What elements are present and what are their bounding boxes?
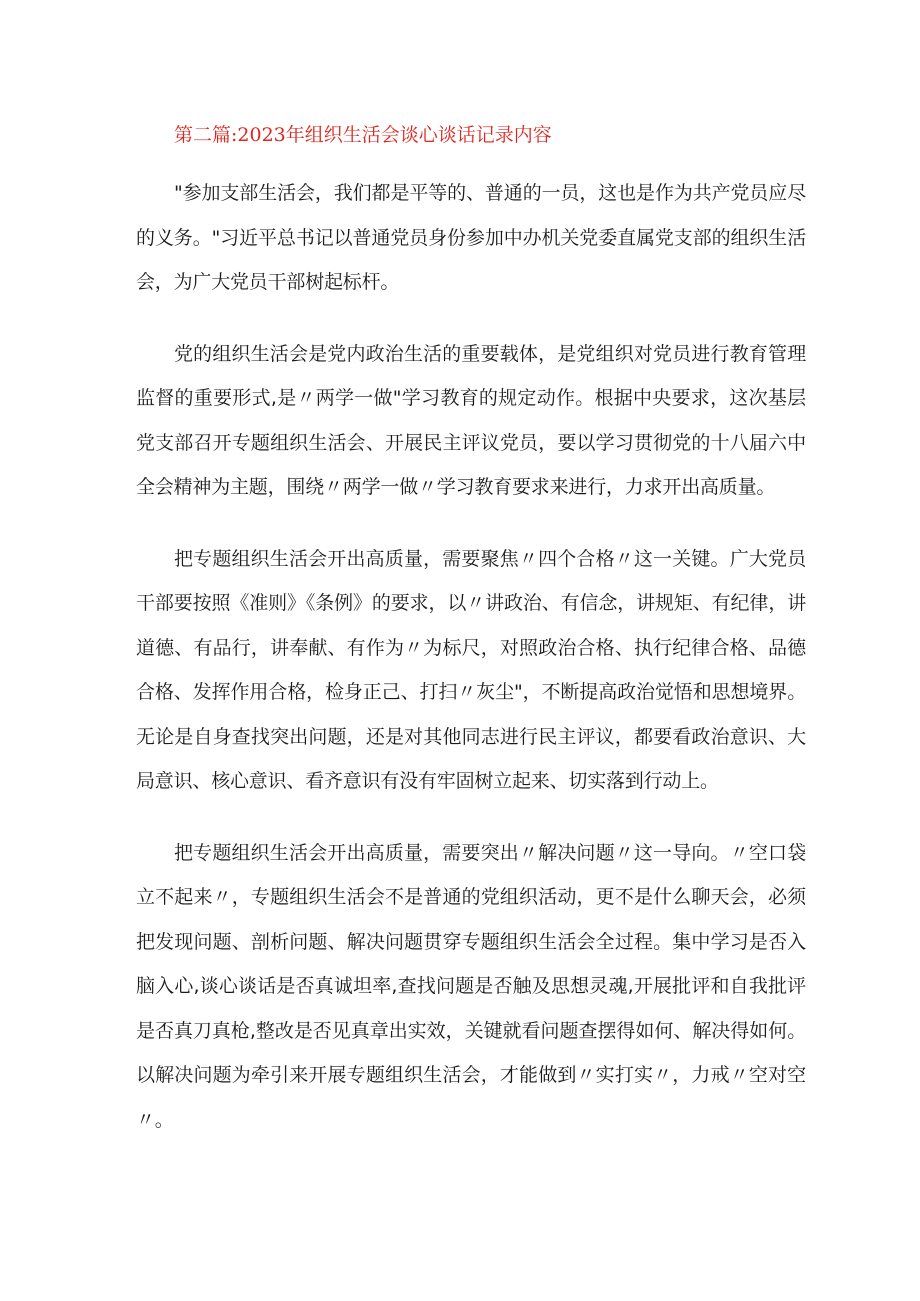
document-title: 第二篇:2023年组织生活会谈心谈话记录内容 [174,124,552,146]
paragraph-3: 把专题组织生活会开出高质量，需要聚焦〃四个合格〃这一关键。广大党员干部要按照《准则》《条例》的要求，以〃讲政治、有信念，讲规矩、有纪律，讲道德、有品行，讲奉献、有作为〃为标尺，对照政治合格、执行纪律合格、品德合格、发挥作用合格，检身正己、打扫〃灰尘"，不断提高政治觉悟和思想境界。无论是自身查找突出问题，还是对其他同志进行民主评议，都要看政治意识、大局意识、核心意识、看齐意识有没有牢固树立起来、切实落到行动上。 [136,547,806,792]
paragraph-4: 把专题组织生活会开出高质量，需要突出〃解决问题〃这一导向。〃空口袋立不起来〃，专题组织生活会不是普通的党组织活动，更不是什么聊天会，必须把发现问题、剖析问题、解决问题贯穿专题组织生活会全过程。集中学习是否入脑入心,谈心谈话是否真诚坦率,查找问题是否触及思想灵魂,开展批评和自我批评是否真刀真枪,整改是否见真章出实效，关键就看问题查摆得如何、解决得如何。以解决问题为牵引来开展专题组织生活会，才能做到〃实打实〃，力戒〃空对空〃。 [136,841,806,1131]
document-body [136,171,806,1169]
paragraph-2: 党的组织生活会是党内政治生活的重要载体，是党组织对党员进行教育管理监督的重要形式,是〃两学一做"学习教育的规定动作。根据中央要求，这次基层党支部召开专题组织生活会、开展民主评议党员，要以学习贯彻党的十八届六中全会精神为主题，围绕〃两学一做〃学习教育要求来进行，力求开出高质量。 [136,342,806,498]
paragraph-1: "参加支部生活会，我们都是平等的、普通的一员，这也是作为共产党员应尽的义务。"习近平总书记以普通党员身份参加中办机关党委直属党支部的组织生活会，为广大党员干部树起标杆。 [136,182,806,293]
